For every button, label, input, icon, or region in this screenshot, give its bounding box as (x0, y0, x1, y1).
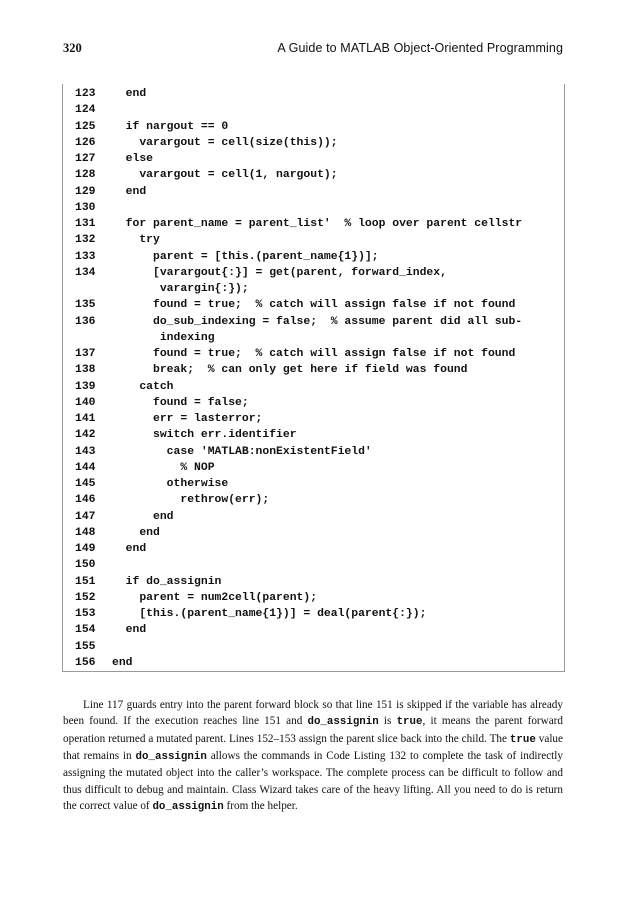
line-number: 149 (75, 543, 96, 555)
line-number: 130 (75, 201, 96, 214)
line-number: 136 (75, 315, 96, 328)
page-header (63, 41, 563, 61)
code-text: err = lasterror; (112, 413, 263, 425)
paragraph-text: Line 117 guards entry into the parent forward block so that line 151 is skipped if the variable has already been found. If the execution reaches line 151 and (63, 699, 563, 728)
code-text: end (112, 185, 147, 198)
code-text: end (112, 656, 133, 669)
code-text: found = true; % catch will assign false if not found (112, 348, 516, 360)
line-number: 132 (75, 234, 96, 247)
running-title: A Guide to MATLAB Object-Oriented Programming (277, 41, 563, 55)
code-text: found = false; (112, 396, 249, 409)
inline-code: true (509, 733, 536, 746)
line-number: 156 (75, 656, 96, 669)
code-text: varargout = cell(1, nargout); (112, 169, 338, 182)
line-number: 134 (75, 266, 96, 279)
code-text: catch (112, 380, 174, 393)
line-number: 150 (75, 559, 96, 572)
code-text: end (112, 526, 160, 539)
paragraph-text: value that remains in (63, 732, 563, 763)
page-number: 320 (63, 41, 82, 55)
line-number: 155 (75, 640, 96, 653)
inline-code: do_assignin (307, 716, 379, 729)
code-text: found = true; % catch will assign false if not found (112, 299, 516, 312)
code-text: end (112, 624, 147, 637)
line-number: 144 (75, 461, 96, 474)
line-number: 138 (75, 364, 96, 377)
line-number: 137 (75, 348, 96, 360)
line-number: 131 (75, 218, 96, 230)
line-number: 147 (75, 510, 96, 523)
line-number: 135 (75, 299, 96, 312)
inline-code: do_assignin (135, 751, 207, 764)
code-text: parent = [this.(parent_name{1})]; (112, 250, 379, 263)
line-number: 123 (75, 88, 96, 100)
code-text: end (112, 88, 147, 100)
code-text: end (112, 543, 147, 555)
code-text: indexing (112, 331, 215, 344)
code-text: varargin{:}); (112, 283, 249, 295)
code-text: else (112, 153, 154, 165)
line-number: 148 (75, 526, 96, 539)
line-number: 152 (75, 591, 96, 604)
line-number: 151 (75, 575, 96, 588)
line-number: 139 (75, 380, 96, 393)
line-number: 141 (75, 413, 96, 425)
code-text: case 'MATLAB:nonExistentField' (112, 445, 372, 458)
paragraph-text: is (378, 715, 397, 728)
code-text: otherwise (112, 478, 229, 490)
line-number: 154 (75, 624, 96, 637)
code-text: rethrow(err); (112, 494, 270, 507)
code-text: varargout = cell(size(this)); (112, 136, 338, 149)
code-text: end (112, 510, 174, 523)
code-text: switch err.identifier (112, 429, 297, 442)
body-paragraph (63, 697, 563, 815)
paragraph-text: allows the commands in Code Listing 132 to complete the task of indirectly assigning the mutated object into the caller’s workspace. The complete process can be difficult to follow and thus difficult to debug and maintain. Class Wizard takes care of the heavy lifting. All you need to do is return the correct value of (63, 750, 563, 812)
line-number: 126 (75, 136, 96, 149)
code-text: if nargout == 0 (112, 120, 229, 133)
code-text: [varargout{:}] = get(parent, forward_index, (112, 266, 447, 279)
code-text: [this.(parent_name{1})] = deal(parent{:}); (112, 608, 427, 620)
paragraph-text: from the helper. (223, 799, 298, 812)
line-number: 140 (75, 396, 96, 409)
code-text: break; % can only get here if field was found (112, 364, 468, 377)
paragraph-text: , it means the parent forward operation returned a mutated parent. Lines 152–153 assign the parent slice back into the child. The (63, 715, 564, 745)
line-number: 133 (75, 250, 96, 263)
line-number: 124 (75, 104, 96, 117)
code-text: if do_assignin (112, 575, 222, 588)
inline-code: true (396, 716, 423, 729)
line-number: 142 (75, 429, 96, 442)
line-number: 145 (75, 478, 96, 490)
code-listing (62, 84, 565, 672)
line-number: 127 (75, 153, 96, 165)
line-number: 128 (75, 169, 96, 182)
line-number: 125 (75, 120, 96, 133)
code-text: % NOP (112, 461, 215, 474)
line-number: 129 (75, 185, 96, 198)
inline-code: do_assignin (152, 800, 224, 813)
code-text: try (112, 234, 160, 247)
code-text: parent = num2cell(parent); (112, 591, 318, 604)
line-number: 153 (75, 608, 96, 620)
code-text: for parent_name = parent_list' % loop over parent cellstr (112, 218, 523, 230)
line-number: 143 (75, 445, 96, 458)
code-text: do_sub_indexing = false; % assume parent did all sub- (112, 315, 523, 328)
line-number: 146 (75, 494, 96, 507)
